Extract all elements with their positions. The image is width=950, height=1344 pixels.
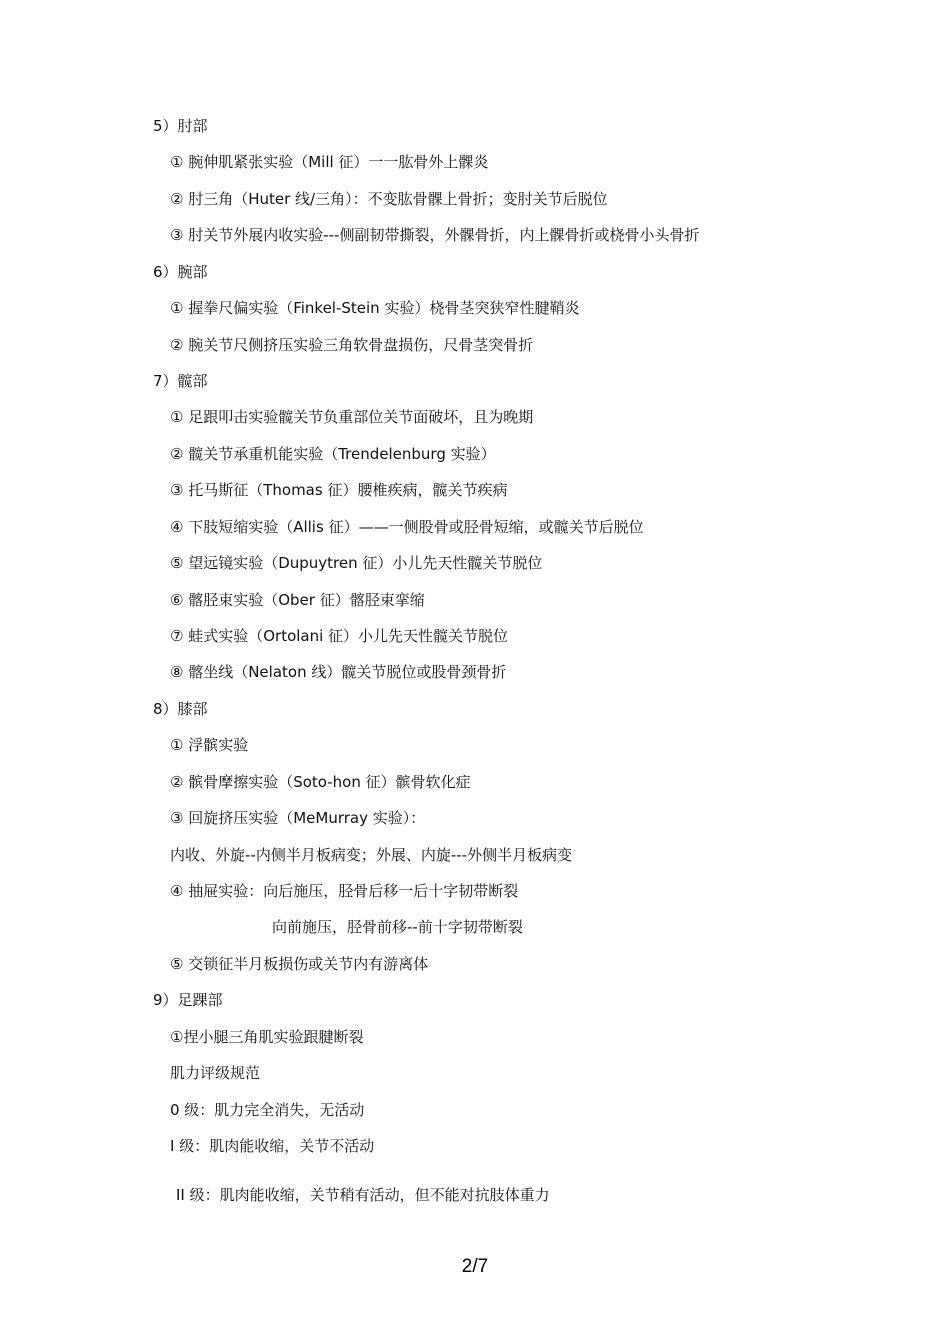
list-item: ① 腕伸肌紧张实验（Mill 征）一一肱骨外上髁炎 [170,153,489,171]
list-item: ⑤ 交锁征半月板损伤或关节内有游离体 [170,955,429,973]
section-heading-ankle: 9）足踝部 [153,991,223,1009]
section-heading-hip: 7）髋部 [153,372,208,390]
grade-item: I 级：肌肉能收缩，关节不活动 [170,1137,375,1155]
list-item: ⑤ 望远镜实验（Dupuytren 征）小儿先天性髋关节脱位 [170,554,543,572]
section-heading-knee: 8）膝部 [153,700,208,718]
list-item: ② 髋关节承重机能实验（Trendelenburg 实验） [170,445,496,463]
grade-item: II 级：肌肉能收缩，关节稍有活动，但不能对抗肢体重力 [176,1186,550,1204]
list-item: ④ 抽屉实验：向后施压，胫骨后移一后十字韧带断裂 [170,882,519,900]
list-item: ①捏小腿三角肌实验跟腱断裂 [170,1028,364,1046]
section-heading-elbow: 5）肘部 [153,117,208,135]
list-item: ⑥ 髂胫束实验（Ober 征）髂胫束挛缩 [170,591,425,609]
list-item: ① 浮髌实验 [170,736,249,754]
list-item-detail: 内收、外旋--内侧半月板病变；外展、内旋---外侧半月板病变 [170,846,573,864]
list-item: ① 握拳尺偏实验（Finkel-Stein 实验）桡骨茎突狭窄性腱鞘炎 [170,299,580,317]
list-item: ② 腕关节尺侧挤压实验三角软骨盘损伤，尺骨茎突骨折 [170,336,534,354]
list-item: ⑧ 髂坐线（Nelaton 线）髋关节脱位或股骨颈骨折 [170,663,507,681]
page-number: 2/7 [461,1256,489,1277]
list-item-continuation: 向前施压，胫骨前移--前十字韧带断裂 [272,918,523,936]
list-item: ④ 下肢短缩实验（Allis 征）——一侧股骨或胫骨短缩，或髋关节后脱位 [170,518,644,536]
section-heading-wrist: 6）腕部 [153,263,208,281]
grade-item: 0 级：肌力完全消失，无活动 [170,1101,365,1119]
list-item: ① 足跟叩击实验髋关节负重部位关节面破坏，且为晚期 [170,408,534,426]
list-item: ② 肘三角（Huter 线/三角）：不变肱骨髁上骨折；变肘关节后脱位 [170,190,608,208]
list-item: ③ 肘关节外展内收实验---侧副韧带撕裂，外髁骨折，内上髁骨折或桡骨小头骨折 [170,226,700,244]
list-item: ② 髌骨摩擦实验（Soto-hon 征）髌骨软化症 [170,773,471,791]
list-item: ③ 回旋挤压实验（MeMurray 实验）： [170,809,426,827]
subsection-heading-muscle-strength: 肌力评级规范 [170,1064,261,1082]
list-item: ⑦ 蛙式实验（Ortolani 征）小儿先天性髋关节脱位 [170,627,509,645]
list-item: ③ 托马斯征（Thomas 征）腰椎疾病，髋关节疾病 [170,481,508,499]
